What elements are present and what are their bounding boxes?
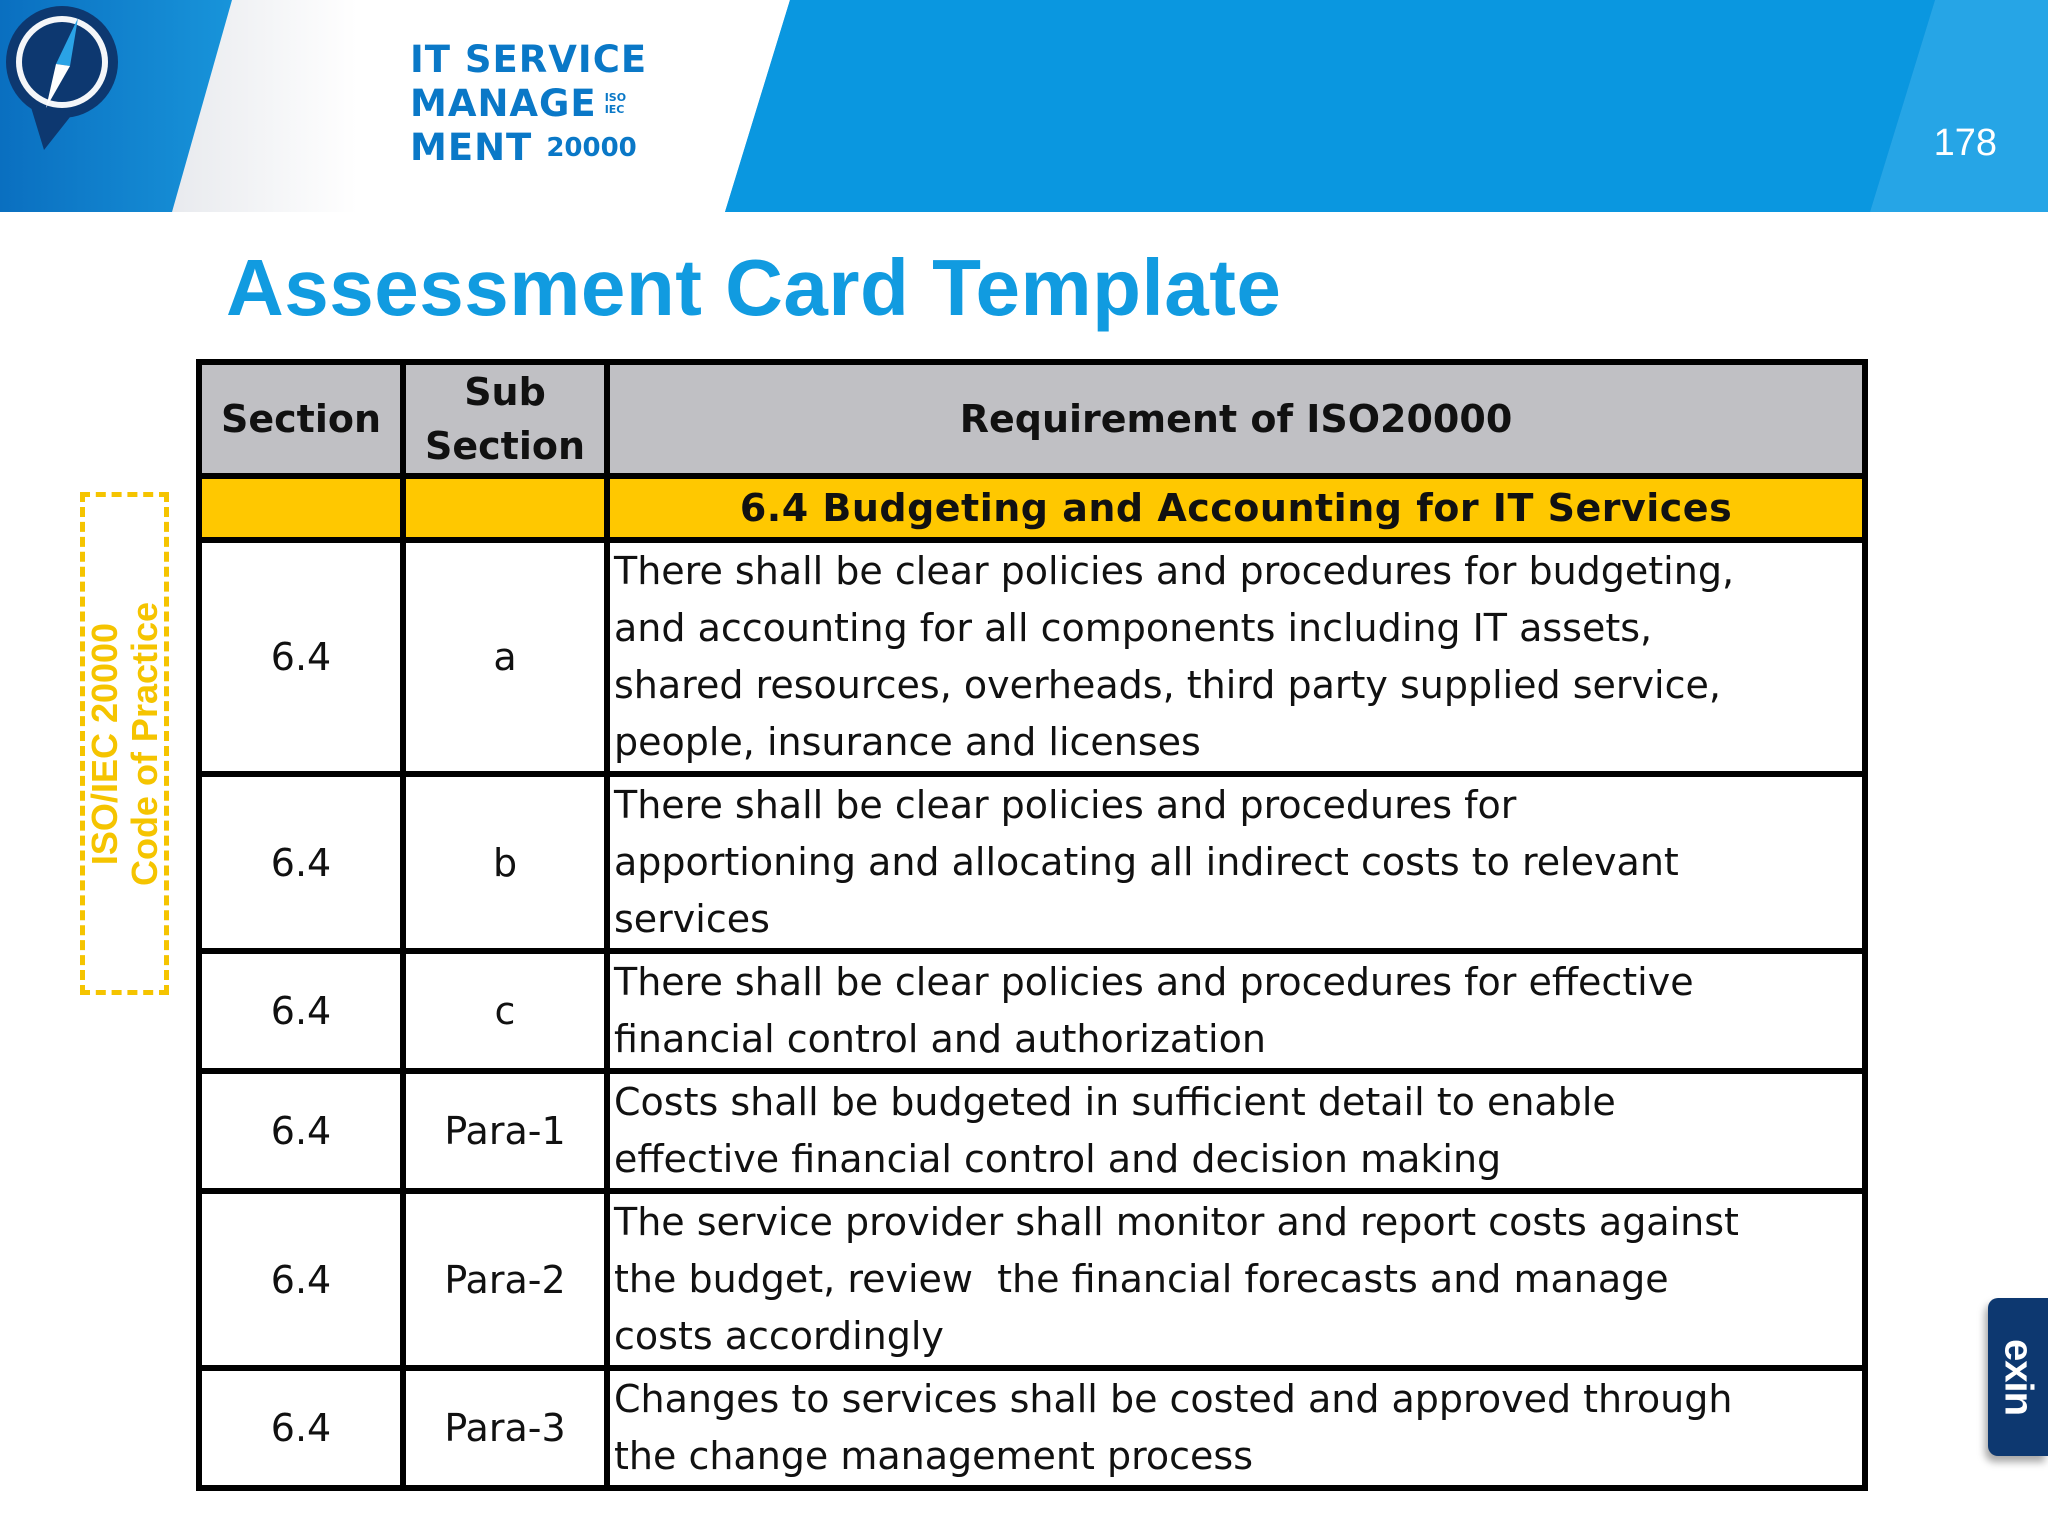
cell-requirement [607, 1071, 1865, 1191]
requirement-line: the budget, review the financial forecasts and manage [614, 1257, 1669, 1301]
cell-section: 6.4 [199, 1191, 403, 1368]
requirement-line: the change management process [614, 1434, 1254, 1478]
cell-section: 6.4 [199, 1071, 403, 1191]
column-header-requirement: Requirement of ISO20000 [607, 362, 1865, 476]
logo-number: 20000 [546, 133, 637, 163]
band-empty-cell [403, 476, 607, 540]
table-header-row [199, 362, 1865, 476]
requirement-line: apportioning and allocating all indirect costs to relevant [614, 840, 1679, 884]
cell-section: 6.4 [199, 540, 403, 774]
cell-section: 6.4 [199, 774, 403, 951]
requirement-line: people, insurance and licenses [614, 720, 1201, 764]
requirement-line: services [614, 897, 770, 941]
side-label-line-1: ISO/IEC 20000 [83, 622, 125, 865]
side-label-line-2: Code of Practice [123, 601, 165, 886]
requirement-line: costs accordingly [614, 1314, 944, 1358]
cell-sub-section: Para-2 [403, 1191, 607, 1368]
requirement-line: There shall be clear policies and procedures for [614, 783, 1517, 827]
logo-iso-iec [605, 92, 626, 116]
slide-title: Assessment Card Template [226, 243, 1282, 332]
cell-sub-section: a [403, 540, 607, 774]
compass-pin-icon [0, 0, 124, 152]
band-empty-cell [199, 476, 403, 540]
cell-sub-section: b [403, 774, 607, 951]
side-label-text [85, 514, 165, 974]
page-number: 178 [1933, 122, 1997, 164]
requirement-line: Costs shall be budgeted in sufficient detail to enable [614, 1080, 1616, 1124]
requirement-line: There shall be clear policies and procedures for budgeting, [614, 549, 1735, 593]
requirement-line: The service provider shall monitor and report costs against [614, 1200, 1739, 1244]
cell-sub-section: Para-3 [403, 1368, 607, 1488]
logo-line-2: MANAGE [410, 82, 597, 125]
section-band-title: 6.4 Budgeting and Accounting for IT Services [607, 476, 1865, 540]
assessment-table [196, 359, 1868, 1491]
requirement-line: effective financial control and decision making [614, 1137, 1502, 1181]
logo-line-1: IT SERVICE [410, 38, 648, 81]
requirement-line: financial control and authorization [614, 1017, 1266, 1061]
cell-requirement [607, 1191, 1865, 1368]
column-header-sub-section [403, 362, 607, 476]
table-row [199, 1368, 1865, 1488]
cell-sub-section: Para-1 [403, 1071, 607, 1191]
requirement-line: shared resources, overheads, third party supplied service, [614, 663, 1721, 707]
exin-badge [1988, 1298, 2048, 1456]
table-row [199, 951, 1865, 1071]
table-row [199, 1191, 1865, 1368]
requirement-line: Changes to services shall be costed and approved through [614, 1377, 1733, 1421]
section-band-row [199, 476, 1865, 540]
logo-line-3: MENT [410, 126, 533, 169]
banner-background [0, 0, 2048, 212]
cell-requirement [607, 774, 1865, 951]
side-label [80, 492, 169, 995]
table-row [199, 540, 1865, 774]
cell-requirement [607, 951, 1865, 1071]
cell-section: 6.4 [199, 951, 403, 1071]
column-header-sub-line-2: Section [424, 424, 585, 468]
header-banner [0, 0, 2048, 212]
exin-logo-text: exin [1996, 1338, 2041, 1416]
logo-wordmark [410, 38, 647, 170]
column-header-sub-line-1: Sub [464, 370, 546, 414]
cell-sub-section: c [403, 951, 607, 1071]
column-header-section: Section [199, 362, 403, 476]
cell-section: 6.4 [199, 1368, 403, 1488]
table-row [199, 774, 1865, 951]
requirement-line: There shall be clear policies and procedures for effective [614, 960, 1694, 1004]
cell-requirement [607, 540, 1865, 774]
cell-requirement [607, 1368, 1865, 1488]
logo-iso: ISO [604, 91, 627, 104]
requirement-line: and accounting for all components including IT assets, [614, 606, 1653, 650]
logo-iec: IEC [604, 103, 625, 116]
table-row [199, 1071, 1865, 1191]
